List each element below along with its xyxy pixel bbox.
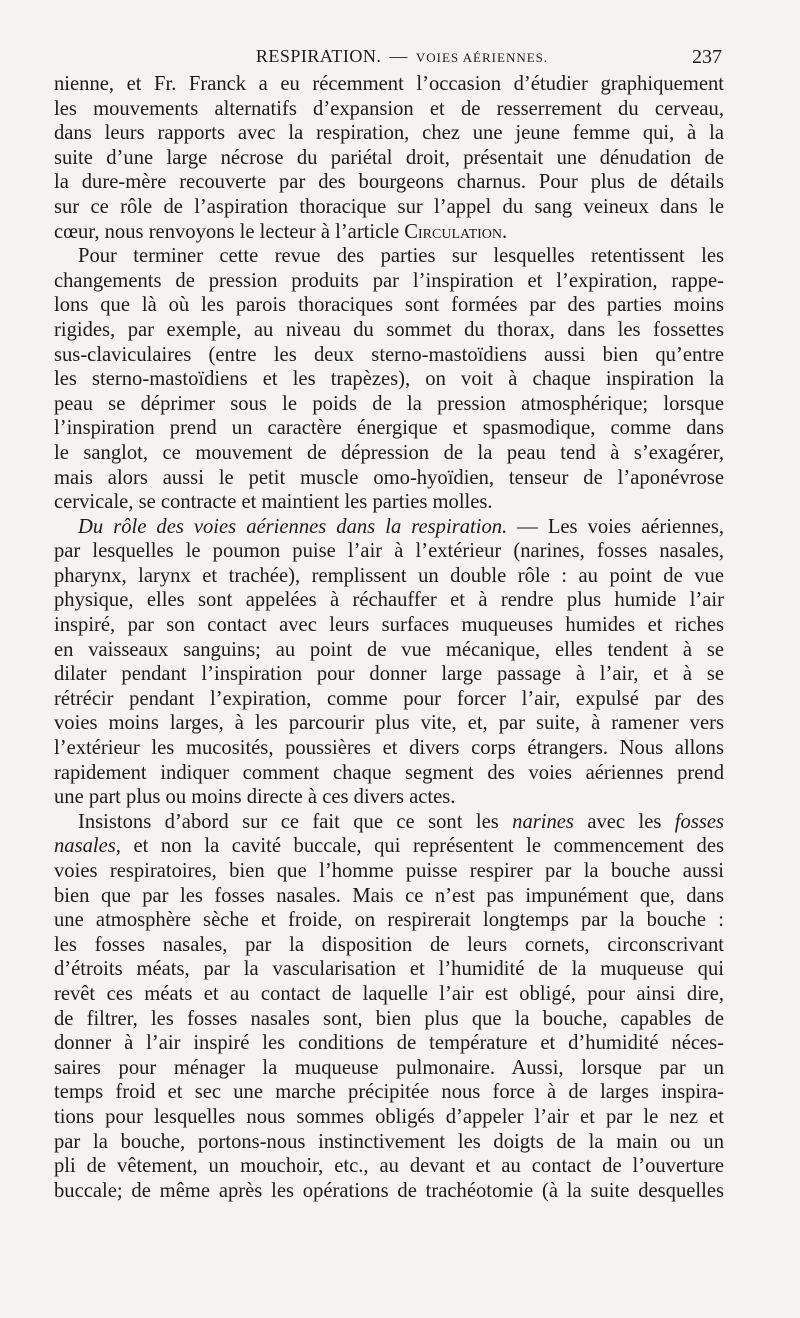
text-line: [54, 933, 724, 958]
text-segment: buccale; de même après les opérations de trachéotomie (à la suite desquelles: [54, 1179, 724, 1202]
text-line: [54, 638, 724, 663]
text-line: [54, 785, 724, 810]
text-segment: de filtrer, les fosses nasales sont, bien plus que la bouche, capables de: [54, 1007, 724, 1030]
text-line: [54, 392, 724, 417]
text-segment: les sterno-mastoïdiens et les trapèzes), on voit à chaque inspiration la: [54, 368, 724, 391]
text-line: [54, 466, 724, 491]
text-line: [54, 564, 724, 589]
text-line: [54, 367, 724, 392]
text-segment: fosses: [674, 810, 724, 833]
text-segment: les fosses nasales, par la disposition de leurs cornets, circonscrivant: [54, 933, 724, 956]
text-segment: pharynx, larynx et trachée), remplissent un double rôle : au point de vue: [54, 564, 724, 587]
text-line: [54, 957, 724, 982]
text-segment: une part plus ou moins directe à ces divers actes.: [54, 786, 456, 809]
text-line: [54, 761, 724, 786]
text-segment: rapidement indiquer comment chaque segment des voies aériennes prend: [54, 761, 724, 784]
text-line: [54, 121, 724, 146]
text-segment: cervicale, se contracte et maintient les parties molles.: [54, 491, 493, 514]
running-title-main: RESPIRATION.: [255, 46, 382, 66]
text-line: [54, 834, 724, 859]
text-line: [54, 588, 724, 613]
text-segment: physique, elles sont appelées à réchauffer et à rendre plus humide l’air: [54, 589, 724, 612]
text-segment: rétrécir pendant l’expiration, comme pour forcer l’air, expulsé par des: [54, 687, 724, 710]
text-line: [54, 170, 724, 195]
text-segment: peau se déprimer sous le poids de la pression atmosphérique; lorsque: [54, 392, 724, 415]
page-number: 237: [692, 46, 722, 68]
text-line: [54, 1080, 724, 1105]
text-segment: par la bouche, portons-nous instinctivement les doigts de la main ou un: [54, 1130, 724, 1153]
text-line: [54, 220, 724, 245]
text-segment: donner à l’air inspiré les conditions de température et d’humidité néces-: [54, 1032, 724, 1055]
text-segment: revêt ces méats et au contact de laquelle l’air est obligé, pour ainsi dire,: [54, 982, 724, 1005]
text-line: [54, 1179, 724, 1204]
text-segment: cœur, nous renvoyons le lecteur à l’article: [54, 220, 405, 243]
text-line: [54, 613, 724, 638]
text-line: [54, 515, 724, 540]
paragraph: [54, 515, 724, 810]
body-text: [54, 72, 724, 1203]
text-segment: — Les voies aériennes,: [507, 515, 724, 538]
text-line: [54, 1031, 724, 1056]
text-segment: mais alors aussi le petit muscle omo-hyoïdien, tenseur de l’aponévrose: [54, 466, 724, 489]
text-line: [54, 1007, 724, 1032]
text-segment: Pour terminer cette revue des parties sur lesquelles retentissent les: [78, 245, 724, 268]
text-segment: suite d’une large nécrose du pariétal droit, présentait une dénudation de: [54, 146, 724, 169]
text-line: [54, 982, 724, 1007]
text-segment: changements de pression produits par l’inspiration et l’expiration, rappe-: [54, 269, 724, 292]
text-line: [54, 490, 724, 515]
text-segment: sus-claviculaires (entre les deux sterno-mastoïdiens aussi bien qu’entre: [54, 343, 724, 366]
text-line: [54, 1130, 724, 1155]
text-segment: d’étroits méats, par la vascularisation et l’humidité de la muqueuse qui: [54, 958, 724, 981]
text-line: [54, 343, 724, 368]
text-line: [54, 195, 724, 220]
text-segment: inspiré, par son contact avec leurs surfaces muqueuses humides et riches: [54, 614, 724, 637]
paragraph: [54, 72, 724, 244]
paragraph: [54, 244, 724, 515]
text-line: [54, 1154, 724, 1179]
running-title-sub: VOIES AÉRIENNES.: [415, 50, 549, 65]
text-line: [54, 146, 724, 171]
text-segment: dans leurs rapports avec la respiration, chez une jeune femme qui, à la: [54, 122, 724, 145]
text-line: [54, 244, 724, 269]
text-segment: avec les: [573, 810, 675, 833]
text-segment: narines: [512, 810, 574, 833]
text-segment: une atmosphère sèche et froide, on respirerait longtemps par la bouche :: [54, 909, 724, 932]
text-segment: bien que par les fosses nasales. Mais ce n’est pas impunément que, dans: [54, 884, 724, 907]
text-segment: Du rôle des voies aériennes dans la respiration.: [78, 515, 508, 538]
text-segment: .: [502, 220, 508, 243]
text-segment: l’inspiration prend un caractère énergique et spasmodique, comme dans: [54, 417, 724, 440]
text-segment: l’extérieur les mucosités, poussières et divers corps étrangers. Nous allons: [54, 737, 724, 760]
text-line: [54, 441, 724, 466]
text-line: [54, 97, 724, 122]
text-segment: Circulation: [404, 220, 503, 243]
text-segment: voies respiratoires, bien que l’homme puisse respirer par la bouche aussi: [54, 860, 724, 882]
running-header: [82, 46, 722, 74]
text-line: [54, 810, 724, 835]
text-line: [54, 736, 724, 761]
text-line: [54, 539, 724, 564]
text-line: [54, 1105, 724, 1130]
text-segment: temps froid et sec une marche précipitée nous force à de larges inspira-: [54, 1081, 724, 1104]
text-segment: et non la cavité buccale, qui représentent le commencement des: [120, 835, 724, 858]
text-line: [54, 1056, 724, 1081]
text-line: [54, 318, 724, 343]
text-line: [54, 859, 724, 884]
text-line: [54, 416, 724, 441]
text-line: [54, 687, 724, 712]
text-segment: nasales,: [54, 835, 121, 858]
text-segment: la dure-mère recouverte par des bourgeons charnus. Pour plus de détails: [54, 171, 724, 194]
paragraph: [54, 810, 724, 1204]
text-segment: nienne, et Fr. Franck a eu récemment l’occasion d’étudier graphiquement: [54, 73, 724, 95]
text-line: [54, 884, 724, 909]
text-line: [54, 662, 724, 687]
text-segment: dilater pendant l’inspiration pour donner large passage à l’air, et à se: [54, 663, 724, 686]
text-segment: saires pour ménager la muqueuse pulmonaire. Aussi, lorsque par un: [54, 1056, 724, 1079]
text-segment: les mouvements alternatifs d’expansion et de resserrement du cerveau,: [54, 97, 724, 120]
text-segment: Insistons d’abord sur ce fait que ce sont les: [78, 810, 513, 833]
text-segment: pli de vêtement, un mouchoir, etc., au devant et au contact de l’ouverture: [54, 1155, 724, 1178]
text-segment: sur ce rôle de l’aspiration thoracique sur l’appel du sang veineux dans le: [54, 195, 724, 218]
text-line: [54, 711, 724, 736]
running-title-dash: —: [389, 46, 408, 66]
text-segment: tions pour lesquelles nous sommes obligés d’appeler l’air et par le nez et: [54, 1105, 724, 1128]
text-segment: lons que là où les parois thoraciques sont formées par des parties moins: [54, 294, 724, 317]
text-segment: par lesquelles le poumon puise l’air à l’extérieur (narines, fosses nasales,: [54, 540, 724, 563]
text-line: [54, 908, 724, 933]
text-segment: en vaisseaux sanguins; au point de vue mécanique, elles tendent à se: [54, 638, 724, 661]
text-segment: rigides, par exemple, au niveau du sommet du thorax, dans les fossettes: [54, 318, 724, 341]
text-line: [54, 293, 724, 318]
text-segment: le sanglot, ce mouvement de dépression de la peau tend à s’exagérer,: [54, 441, 724, 464]
running-title: [82, 46, 722, 67]
text-segment: voies moins larges, à les parcourir plus vite, et, par suite, à ramener vers: [54, 712, 724, 735]
text-line: [54, 72, 724, 97]
text-line: [54, 269, 724, 294]
